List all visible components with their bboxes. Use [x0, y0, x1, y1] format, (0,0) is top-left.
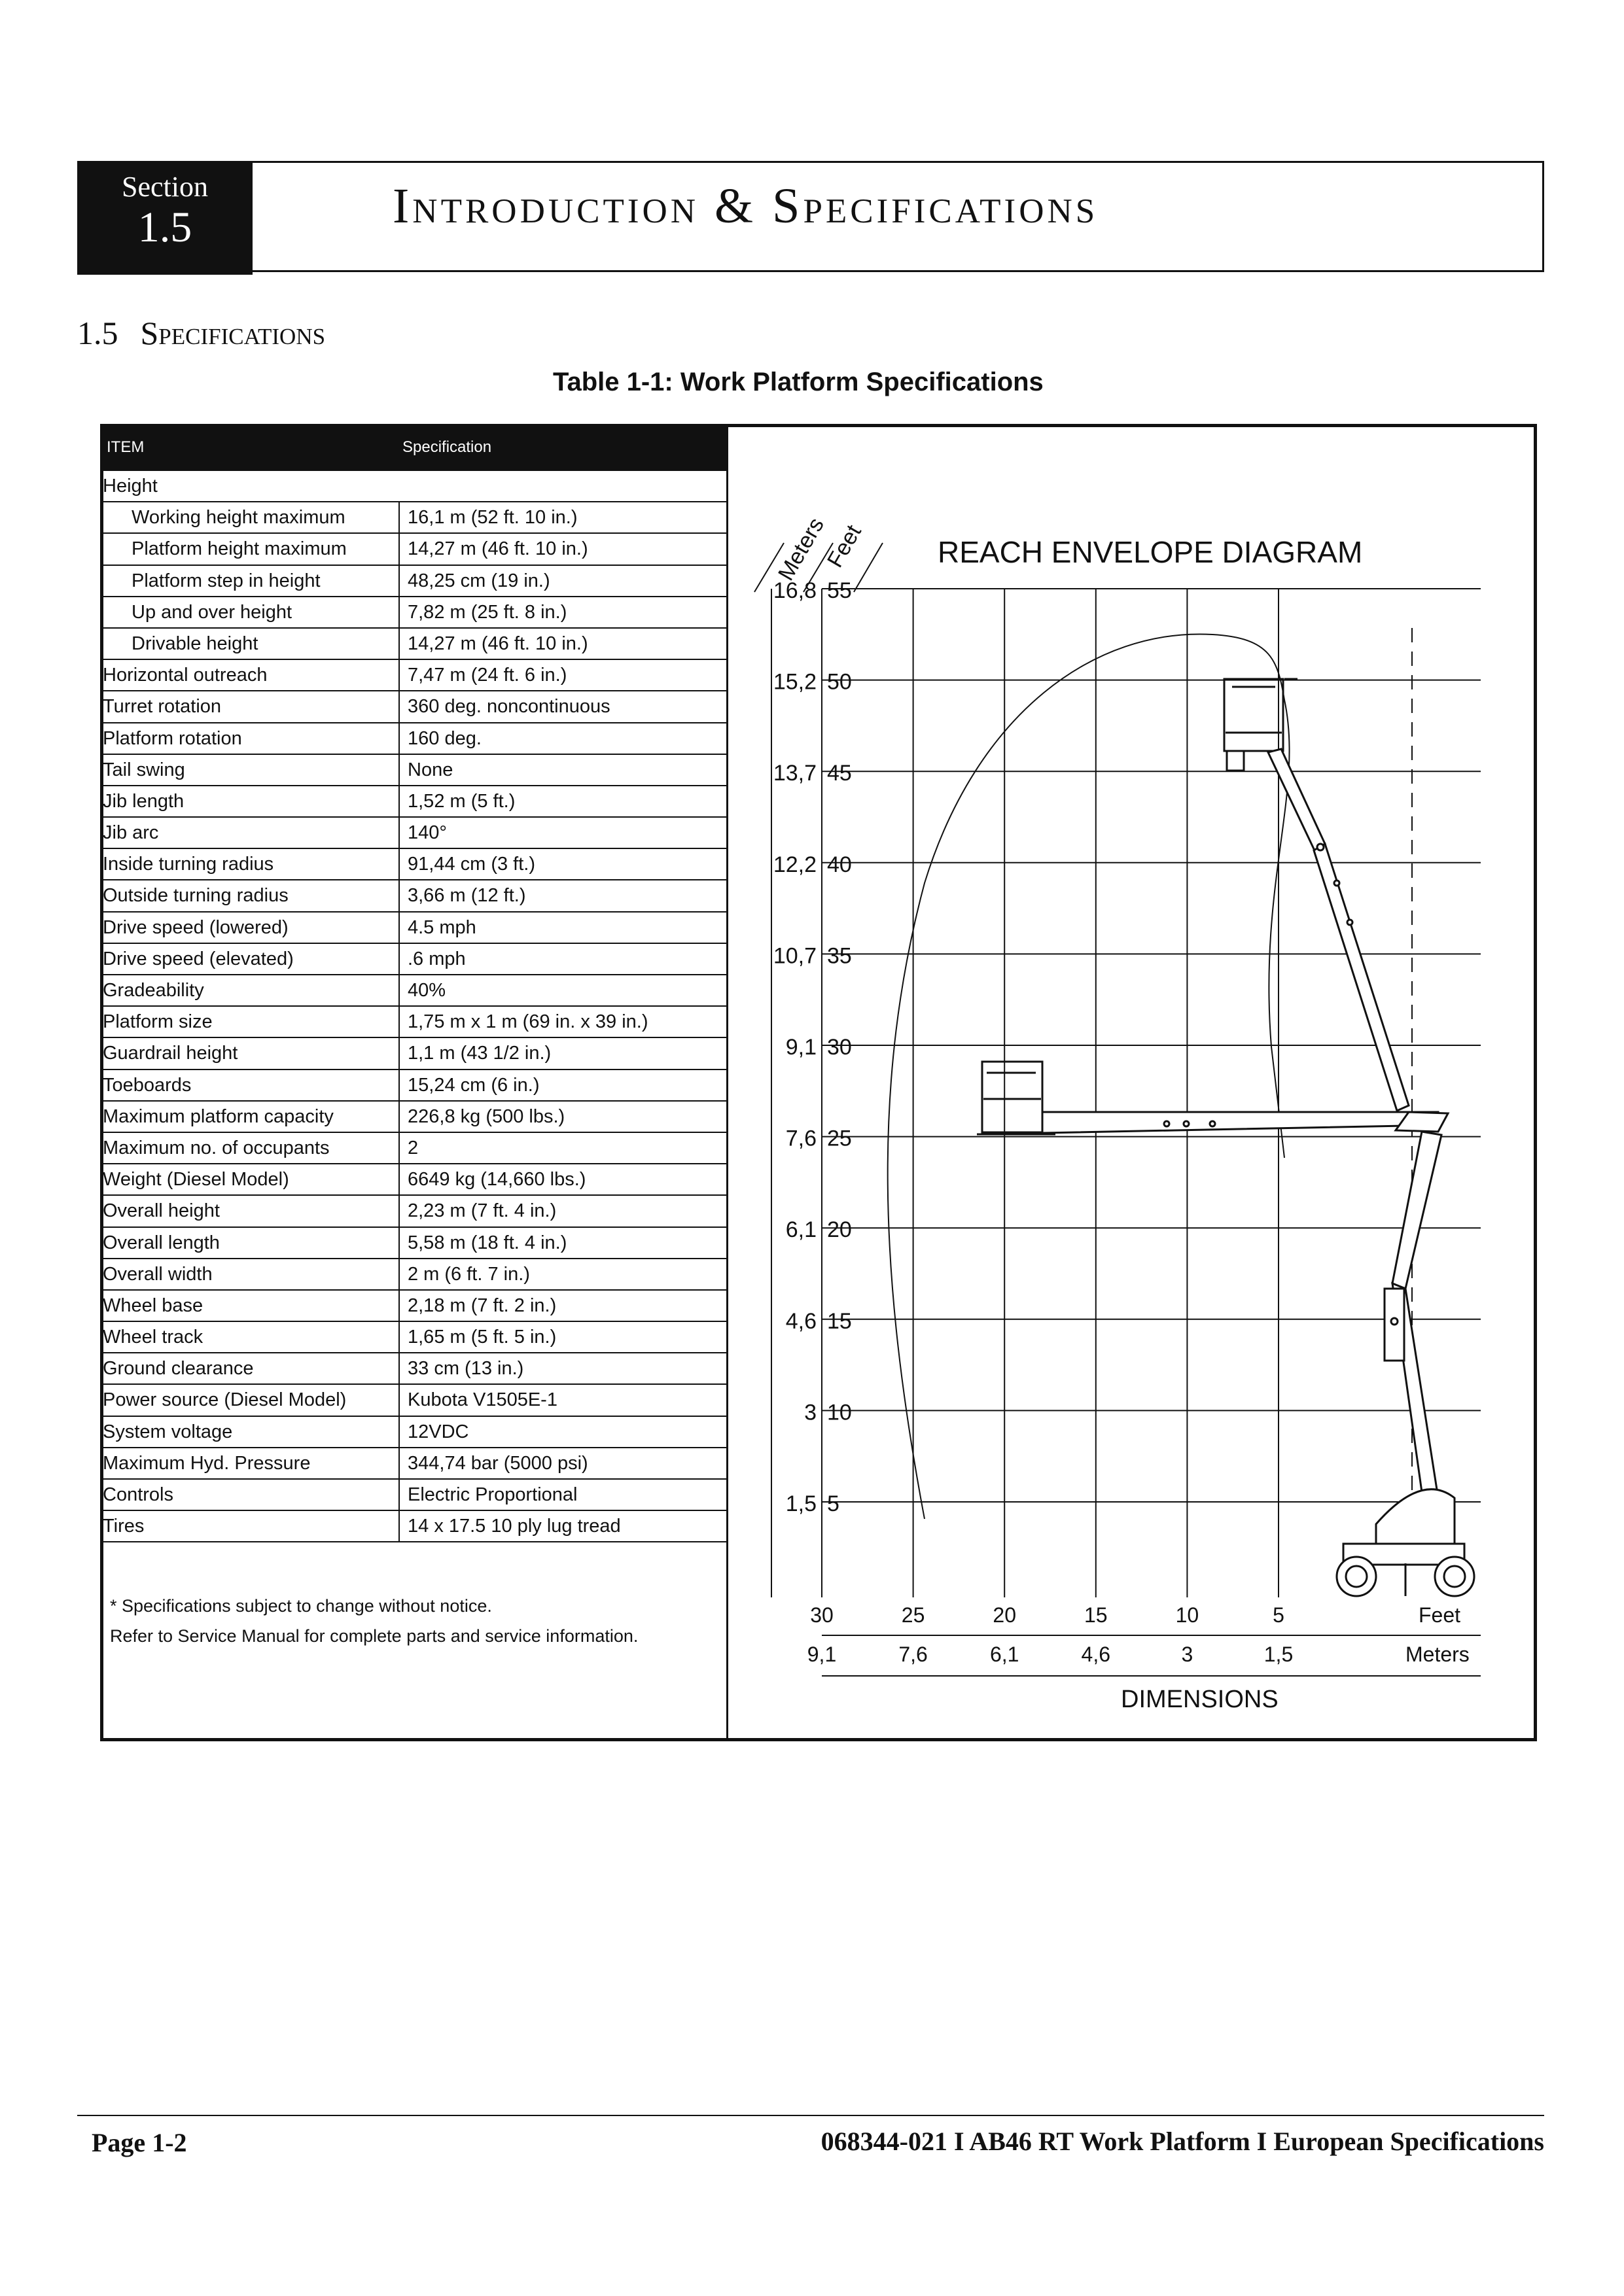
table-row [100, 1133, 726, 1164]
y-tick-meters: 13,7 [773, 761, 817, 786]
item-name: Controls [100, 1480, 400, 1510]
table-row [100, 597, 726, 629]
item-name: Guardrail height [100, 1038, 400, 1068]
table-caption: Table 1-1: Work Platform Specifications [553, 368, 1044, 396]
reach-envelope-diagram [728, 425, 1537, 1740]
item-value: Electric Proportional [408, 1484, 578, 1505]
footer-rule [77, 2115, 1544, 2116]
table-row [100, 723, 726, 755]
item-name: Wheel base [100, 1291, 400, 1321]
item-name: Tires [100, 1511, 400, 1541]
table-row [100, 913, 726, 944]
table-notes [110, 1591, 638, 1651]
item-value: 6649 kg (14,660 lbs.) [408, 1169, 586, 1191]
y-tick-feet: 20 [827, 1217, 852, 1243]
x-feet-unit: Feet [1419, 1603, 1461, 1627]
x-tick-feet: 30 [810, 1603, 834, 1627]
x-tick-meters: 7,6 [898, 1643, 928, 1666]
item-value: 5,58 m (18 ft. 4 in.) [408, 1232, 567, 1253]
table-row [100, 849, 726, 880]
y-tick-meters: 10,7 [773, 943, 817, 969]
item-name: Tail swing [100, 755, 400, 785]
x-axis-title: DIMENSIONS [1121, 1686, 1279, 1713]
table-row [100, 566, 726, 597]
column-header-item: ITEM [107, 438, 145, 456]
note-reference: Refer to Service Manual for complete parts and service information. [110, 1626, 639, 1646]
y-tick-meters: 1,5 [785, 1491, 817, 1516]
y-tick-meters: 7,6 [785, 1126, 817, 1151]
table-row [100, 755, 726, 786]
y-tick-meters: 9,1 [785, 1035, 817, 1060]
upper-platform [1224, 679, 1297, 771]
item-value: 140° [408, 822, 447, 844]
table-row [100, 944, 726, 975]
subheading [77, 314, 325, 352]
item-name: Platform step in height [100, 566, 400, 596]
item-value: 344,74 bar (5000 psi) [408, 1452, 588, 1474]
item-name: Inside turning radius [100, 849, 400, 879]
item-value: 360 deg. noncontinuous [408, 696, 610, 718]
item-name: Drive speed (lowered) [100, 913, 400, 943]
section-badge [77, 161, 253, 275]
table-row [100, 880, 726, 912]
table-row [100, 1196, 726, 1227]
item-name: Drive speed (elevated) [100, 944, 400, 974]
x-tick-meters: 4,6 [1081, 1643, 1111, 1666]
item-value: 16,1 m (52 ft. 10 in.) [408, 507, 578, 529]
x-tick-meters: 6,1 [989, 1643, 1019, 1666]
specifications-table [100, 471, 726, 1542]
table-header [100, 425, 726, 471]
item-value: 91,44 cm (3 ft.) [408, 854, 536, 875]
item-value: 1,52 m (5 ft.) [408, 790, 516, 812]
item-name: Maximum Hyd. Pressure [100, 1448, 400, 1478]
item-value: 4.5 mph [408, 916, 476, 938]
table-row [100, 1228, 726, 1259]
y-tick-feet: 45 [827, 761, 852, 786]
item-name: Gradeability [100, 975, 400, 1005]
x-tick-meters: 9,1 [807, 1643, 837, 1666]
x-tick-meters: 3 [1181, 1643, 1193, 1666]
x-meters-unit: Meters [1405, 1643, 1470, 1666]
upper-jib [1268, 749, 1409, 1111]
item-value: 7,47 m (24 ft. 6 in.) [408, 665, 567, 686]
item-value: 14 x 17.5 10 ply lug tread [408, 1516, 621, 1537]
y-tick-feet: 5 [827, 1491, 839, 1516]
lower-boom [1385, 1132, 1441, 1501]
item-value: 3,66 m (12 ft.) [408, 885, 526, 907]
x-tick-meters: 1,5 [1263, 1643, 1294, 1666]
y-tick-feet: 15 [827, 1308, 852, 1334]
y-tick-meters: 4,6 [785, 1308, 817, 1334]
document-id: 068344-021 I AB46 RT Work Platform I European Specifications [821, 2127, 1544, 2156]
item-name: Overall height [100, 1196, 400, 1226]
table-row [100, 1448, 726, 1480]
item-value: Kubota V1505E-1 [408, 1389, 557, 1411]
subheading-number: 1.5 [77, 315, 118, 351]
table-row [100, 1007, 726, 1038]
chassis [1337, 1489, 1474, 1596]
item-value: 15,24 cm (6 in.) [408, 1074, 540, 1096]
note-disclaimer: * Specifications subject to change without notice. [110, 1596, 492, 1616]
item-value: 7,82 m (25 ft. 8 in.) [408, 601, 567, 623]
page-number: Page 1-2 [92, 2128, 187, 2157]
y-tick-meters: 12,2 [773, 852, 817, 877]
table-row [100, 660, 726, 691]
section-label: Section [122, 171, 208, 203]
item-value: 33 cm (13 in.) [408, 1358, 524, 1380]
table-row [100, 786, 726, 818]
item-name: Platform height maximum [100, 534, 400, 564]
y-tick-meters: 6,1 [785, 1217, 817, 1243]
item-value: 1,65 m (5 ft. 5 in.) [408, 1327, 557, 1348]
y-tick-feet: 10 [827, 1400, 852, 1425]
item-value: 14,27 m (46 ft. 10 in.) [408, 633, 588, 654]
table-row [100, 1259, 726, 1291]
table-row [100, 1353, 726, 1385]
y-tick-meters: 3 [804, 1400, 817, 1425]
table-row [100, 1164, 726, 1196]
y-tick-feet: 55 [827, 578, 852, 603]
x-tick-feet: 5 [1273, 1603, 1284, 1627]
item-name: Ground clearance [100, 1353, 400, 1383]
table-row [100, 1291, 726, 1322]
table-row [100, 1322, 726, 1353]
feet-axis-label: Feet [822, 521, 866, 572]
item-name: Up and over height [100, 597, 400, 627]
table-row [100, 1102, 726, 1133]
table-row [100, 629, 726, 660]
section-number: 1.5 [137, 203, 192, 251]
item-name: Jib length [100, 786, 400, 816]
reach-envelope-curve [888, 634, 1290, 1519]
table-row [100, 818, 726, 849]
item-value: 1,1 m (43 1/2 in.) [408, 1043, 552, 1064]
item-name: Turret rotation [100, 691, 400, 722]
item-value: .6 mph [408, 948, 466, 969]
table-row [100, 1070, 726, 1102]
y-tick-feet: 50 [827, 669, 852, 695]
item-value: 1,75 m x 1 m (69 in. x 39 in.) [408, 1011, 648, 1033]
y-tick-meters: 15,2 [773, 669, 817, 695]
item-value: 2 [408, 1137, 419, 1158]
y-tick-meters: 16,8 [773, 578, 817, 603]
page-title: Introduction & Specifications [393, 179, 1099, 234]
item-name: Working height maximum [100, 502, 400, 532]
item-name: Platform size [100, 1007, 400, 1037]
table-row [100, 691, 726, 723]
x-tick-feet: 25 [901, 1603, 925, 1627]
item-value: 12VDC [408, 1421, 469, 1442]
table-row [100, 502, 726, 534]
item-name: Outside turning radius [100, 880, 400, 911]
x-tick-feet: 20 [993, 1603, 1016, 1627]
item-value: 14,27 m (46 ft. 10 in.) [408, 538, 588, 560]
item-name: System voltage [100, 1417, 400, 1447]
column-header-specification: Specification [402, 438, 492, 456]
diagram-title: REACH ENVELOPE DIAGRAM [938, 535, 1363, 569]
y-tick-feet: 30 [827, 1035, 852, 1060]
table-row [100, 1038, 726, 1070]
item-value: None [408, 759, 453, 780]
y-tick-feet: 35 [827, 943, 852, 969]
item-value: 2,18 m (7 ft. 2 in.) [408, 1295, 557, 1316]
item-name: Jib arc [100, 818, 400, 848]
meters-axis-label: Meters [773, 513, 829, 585]
item-name: Platform rotation [100, 723, 400, 754]
item-name: Power source (Diesel Model) [100, 1385, 400, 1415]
table-row-group [100, 471, 726, 502]
table-row [100, 1511, 726, 1542]
item-name: Wheel track [100, 1322, 400, 1352]
item-value: 2,23 m (7 ft. 4 in.) [408, 1200, 557, 1222]
item-value: 40% [408, 980, 446, 1001]
table-row [100, 534, 726, 565]
item-name: Overall width [100, 1259, 400, 1289]
item-value: 226,8 kg (500 lbs.) [408, 1105, 565, 1127]
item-name: Weight (Diesel Model) [100, 1164, 400, 1194]
y-axis-labels [773, 578, 852, 1516]
horizontal-boom [1042, 1112, 1448, 1133]
item-name: Maximum no. of occupants [100, 1133, 400, 1163]
table-row [100, 975, 726, 1007]
x-tick-feet: 10 [1175, 1603, 1199, 1627]
group-label: Height [103, 476, 158, 496]
item-name: Drivable height [100, 629, 400, 659]
item-name: Horizontal outreach [100, 660, 400, 690]
item-value: 160 deg. [408, 727, 482, 749]
table-row [100, 1417, 726, 1448]
item-name: Overall length [100, 1228, 400, 1258]
subheading-title: Specifications [140, 315, 326, 351]
item-value: 2 m (6 ft. 7 in.) [408, 1263, 530, 1285]
item-name: Toeboards [100, 1070, 400, 1100]
y-tick-feet: 40 [827, 852, 852, 877]
x-tick-feet: 15 [1084, 1603, 1108, 1627]
diagram-grid [822, 589, 1481, 1597]
feet-label-slash [854, 543, 883, 592]
item-value: 48,25 cm (19 in.) [408, 570, 550, 591]
table-row [100, 1480, 726, 1511]
y-tick-feet: 25 [827, 1126, 852, 1151]
item-name: Maximum platform capacity [100, 1102, 400, 1132]
table-row [100, 1385, 726, 1416]
